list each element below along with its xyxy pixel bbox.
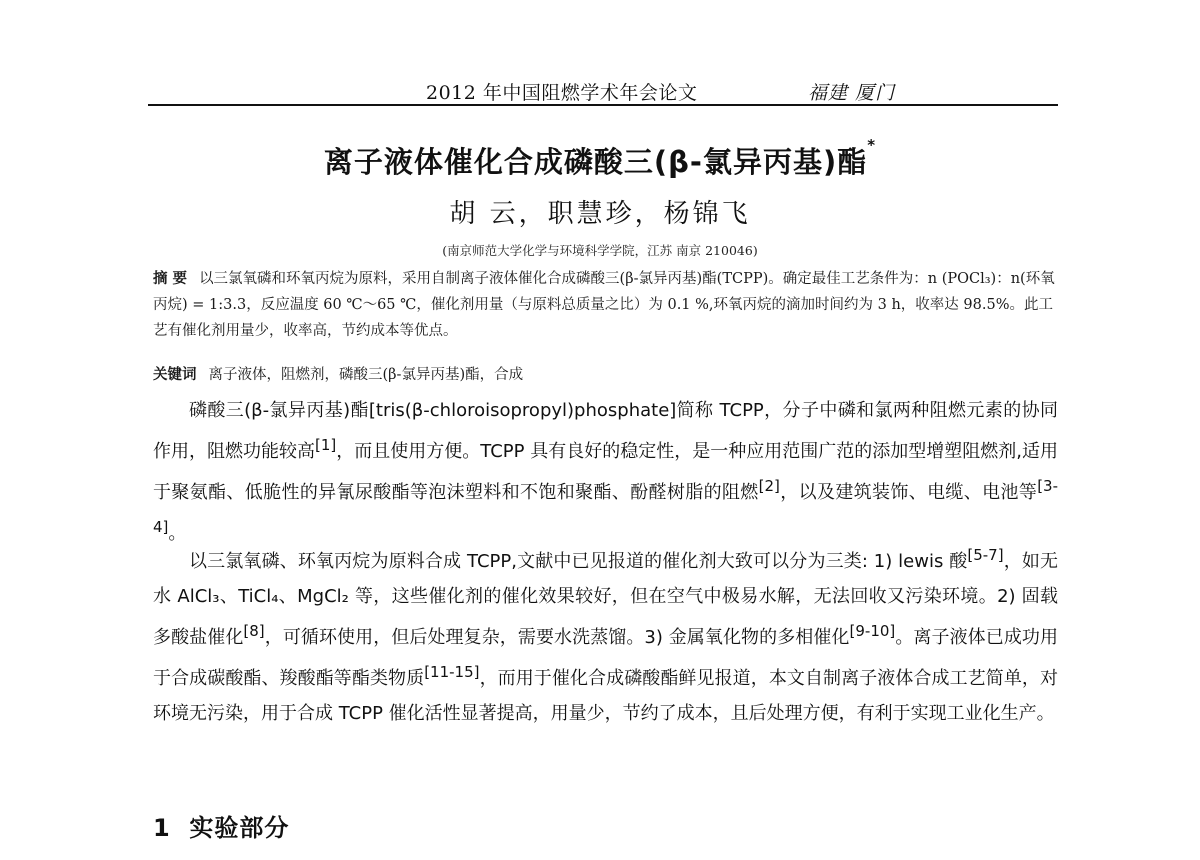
- running-header: [148, 76, 1058, 106]
- para2-text: 以三氯氧磷、环氧丙烷为原料合成 TCPP,文献中已见报道的催化剂大致可以分为三类: 1) lewis 酸: [189, 551, 968, 572]
- citation-ref: [2]: [758, 477, 780, 495]
- citation-ref: [1]: [315, 436, 337, 454]
- abstract-label: 摘 要: [153, 271, 188, 287]
- citation-ref: [3-4]: [153, 477, 1059, 536]
- abstract-text: 以三氯氧磷和环氧丙烷为原料，采用自制离子液体催化合成磷酸三(β-氯异丙基)酯(TCPP)。确定最佳工艺条件为：n (POCl₃)：n(环氧丙烷) = 1:3.3，反应温度 60 ℃～65 ℃，催化剂用量（与原料总质量之比）为 0.1 %,环氧丙烷的滴加时间约为 3 h，收率达 98.5%。此工艺有催化剂用量少，收率高，节约成本等优点。: [153, 271, 1055, 339]
- intro-paragraph-1: [153, 393, 1058, 551]
- keywords: [153, 362, 1058, 388]
- para1-text: 磷酸三(β-氯异丙基)酯[tris(β-chloroisopropyl)phosphate]简称 TCPP，分子中磷和氯两种阻燃元素的协同作用，阻燃功能较高: [153, 400, 1058, 462]
- paper-title: [0, 136, 1200, 181]
- citation-ref: [5-7]: [967, 546, 1004, 564]
- citation-ref: [8]: [243, 622, 265, 640]
- keywords-text: 离子液体，阻燃剂，磷酸三(β-氯异丙基)酯，合成: [208, 367, 524, 383]
- para2-text: ，而用于催化合成磷酸酯鲜见报道，本文自制离子液体合成工艺简单，对环境无污染，用于合成 TCPP 催化活性显著提高，用量少，节约了成本，且后处理方便，有利于实现工业化生产。: [153, 668, 1059, 724]
- keywords-label: 关键词: [153, 367, 197, 383]
- section-title: 实验部分: [189, 814, 290, 842]
- para2-text: ，如无水 AlCl₃、TiCl₄、MgCl₂ 等，这些催化剂的催化效果较好，但在空气中极易水解，无法回收又污染环境。2) 固载多酸盐催化: [153, 551, 1058, 648]
- conference-name: 2012 年中国阻燃学术年会论文: [426, 82, 698, 104]
- conference-location: 福建 厦门: [808, 82, 896, 104]
- intro-paragraph-2: [153, 538, 1058, 731]
- para2-text: 。离子液体已成功用于合成碳酸酯、羧酸酯等酯类物质: [153, 627, 1058, 689]
- abstract: [153, 266, 1058, 344]
- citation-ref: [9-10]: [849, 622, 896, 640]
- author-list: 胡 云，职慧珍，杨锦飞: [449, 199, 751, 229]
- para1-text: ，而且使用方便。TCPP 具有良好的稳定性，是一种应用范围广范的添加型增塑阻燃剂,适用于聚氨酯、低脆性的异氰尿酸酯等泡沫塑料和不饱和聚酯、酚醛树脂的阻燃: [153, 441, 1058, 503]
- paper-title-text: 离子液体催化合成磷酸三(β-氯异丙基)酯: [323, 145, 868, 179]
- section-heading: [153, 808, 289, 843]
- title-footnote-mark: *: [867, 136, 877, 154]
- para2-text: ，可循环使用，但后处理复杂，需要水洗蒸馏。3) 金属氧化物的多相催化: [264, 627, 850, 648]
- affiliation: (南京师范大学化学与环境科学学院，江苏 南京 210046): [442, 243, 758, 258]
- para1-text: ，以及建筑装饰、电缆、电池等: [779, 482, 1038, 503]
- section-number: 1: [153, 814, 171, 842]
- citation-ref: [11-15]: [424, 663, 480, 681]
- para1-text: 。: [168, 523, 187, 544]
